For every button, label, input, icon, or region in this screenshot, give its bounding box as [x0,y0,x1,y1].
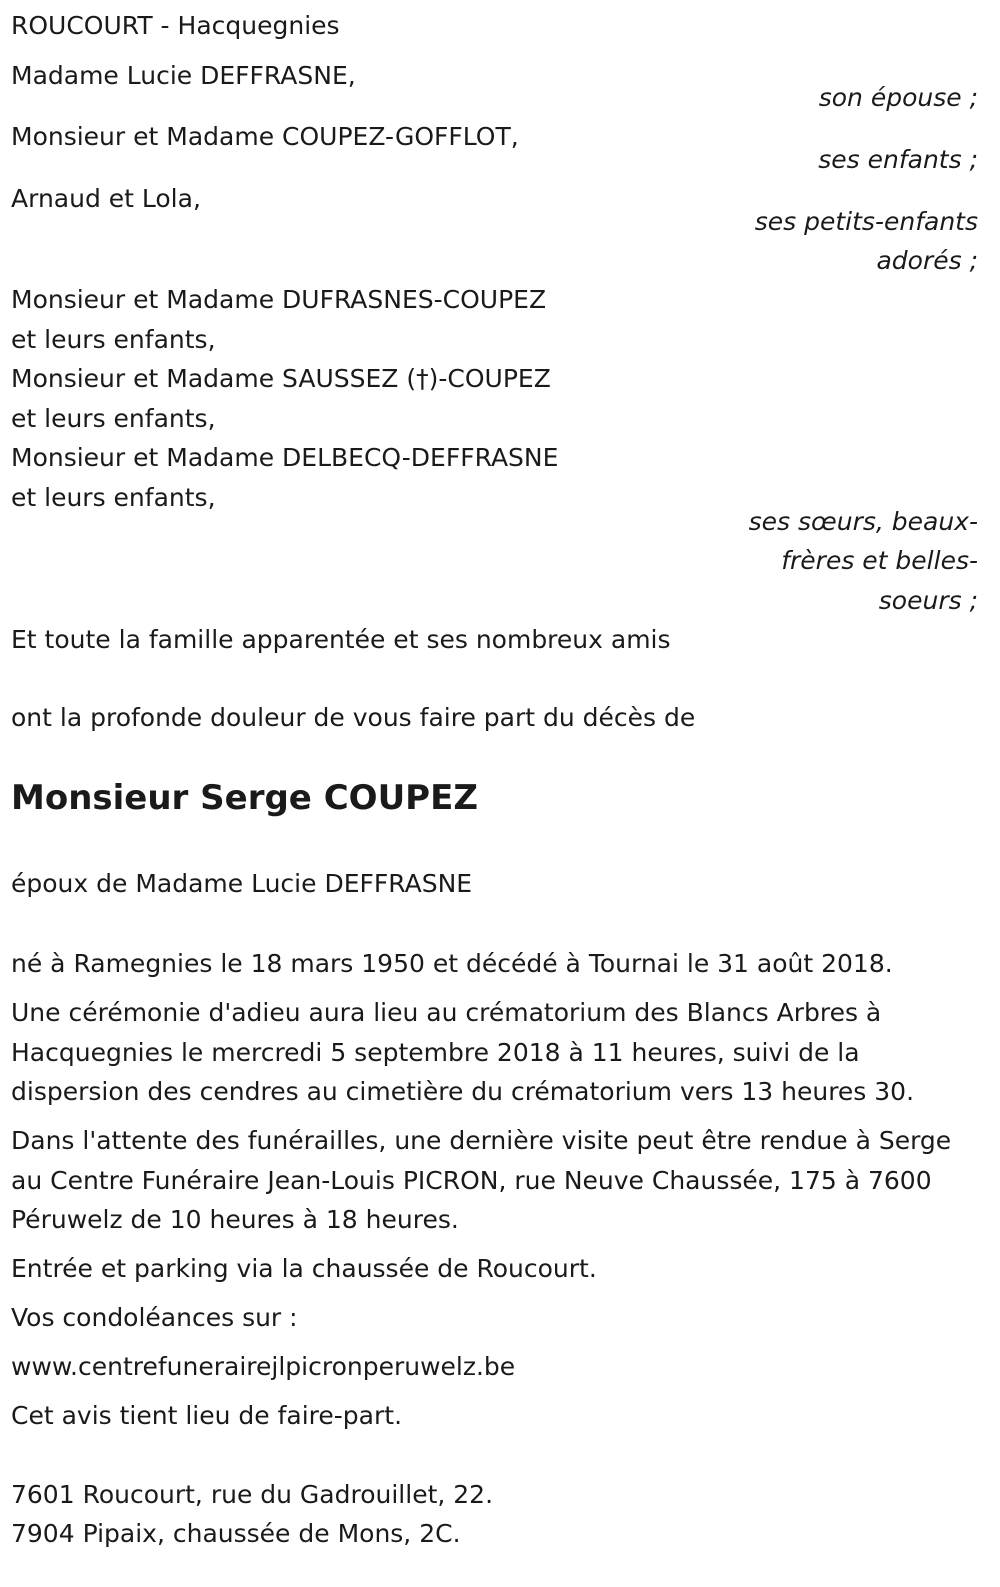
family-spouse-name: Madame Lucie DEFFRASNE, [11,61,356,90]
family-children-name: Monsieur et Madame COUPEZ-GOFFLOT, [11,122,519,151]
deceased-name: Monsieur Serge COUPEZ [11,778,478,818]
family-grandchildren-relation-1: ses petits-enfants [754,207,978,236]
ceremony-info: Une cérémonie d'adieu aura lieu au crématorium des Blancs Arbres à Hacquegnies le mercredi 5 septembre 2018 à 11 heures, suivi de la dispersion des cendres au cimetière du crématorium vers 13 heures 30. [11,998,915,1106]
family-children-relation: ses enfants ; [818,145,978,174]
family-sibling-line: Monsieur et Madame DELBECQ-DEFFRASNE [11,443,559,472]
extended-family: Et toute la famille apparentée et ses nombreux amis [11,625,671,654]
family-sibling-line: et leurs enfants, [11,325,216,354]
family-grandchildren-relation-2: adorés ; [876,246,978,275]
family-sibling-line: Monsieur et Madame DUFRASNES-COUPEZ [11,285,547,314]
family-siblings-relation-1: ses sœurs, beaux- [748,507,978,536]
address-pipaix: 7904 Pipaix, chaussée de Mons, 2C. [11,1519,461,1548]
visit-info: Dans l'attente des funérailles, une dernière visite peut être rendue à Serge au Centre Funéraire Jean-Louis PICRON, rue Neuve Chaussée, 175 à 7600 Péruwelz de 10 heures à 18 heures. [11,1126,952,1234]
header-location: ROUCOURT - Hacquegnies [11,11,340,40]
notice-text: Cet avis tient lieu de faire-part. [11,1401,403,1430]
address-roucourt: 7601 Roucourt, rue du Gadrouillet, 22. [11,1480,494,1509]
deceased-spouse: époux de Madame Lucie DEFFRASNE [11,869,473,898]
family-spouse-relation: son épouse ; [818,83,978,112]
family-siblings-relation-2: frères et belles- [781,546,978,575]
parking-info: Entrée et parking via la chaussée de Roucourt. [11,1254,597,1283]
family-sibling-line: Monsieur et Madame SAUSSEZ (†)-COUPEZ [11,364,551,393]
family-sibling-line: et leurs enfants, [11,404,216,433]
birth-death-info: né à Ramegnies le 18 mars 1950 et décédé à Tournai le 31 août 2018. [11,949,893,978]
condolences-label: Vos condoléances sur : [11,1303,298,1332]
family-grandchildren-name: Arnaud et Lola, [11,184,201,213]
announcement: ont la profonde douleur de vous faire part du décès de [11,703,696,732]
condolences-website-link[interactable]: www.centrefunerairejlpicronperuwelz.be [11,1352,516,1381]
family-siblings-relation-3: soeurs ; [878,586,978,615]
family-sibling-line: et leurs enfants, [11,483,216,512]
